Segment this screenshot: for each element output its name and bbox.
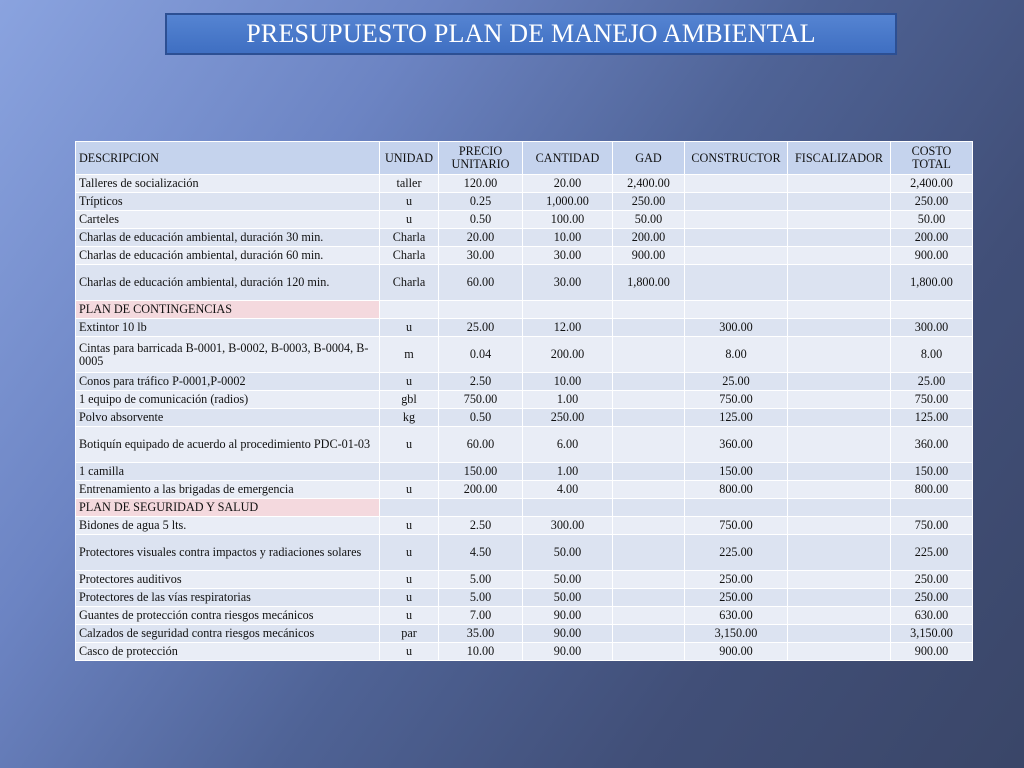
cell-constructor [685,301,788,319]
cell-precio-unitario: 0.04 [439,337,523,373]
cell-descripcion: Protectores de las vías respiratorias [76,589,380,607]
cell-constructor: 800.00 [685,481,788,499]
table-row [76,589,973,607]
cell-constructor: 750.00 [685,517,788,535]
table-row [76,535,973,571]
cell-costo-total: 250.00 [891,571,973,589]
cell-descripcion: Charlas de educación ambiental, duración 60 min. [76,247,380,265]
cell-descripcion: Trípticos [76,193,380,211]
cell-gad: 900.00 [613,247,685,265]
cell-fiscalizador [788,427,891,463]
cell-descripcion: Protectores auditivos [76,571,380,589]
cell-unidad: u [380,211,439,229]
table-row [76,175,973,193]
cell-constructor [685,193,788,211]
cell-precio-unitario: 5.00 [439,571,523,589]
cell-gad [613,481,685,499]
cell-precio-unitario: 30.00 [439,247,523,265]
cell-unidad: Charla [380,247,439,265]
cell-gad [613,607,685,625]
cell-unidad [380,463,439,481]
cell-gad: 2,400.00 [613,175,685,193]
cell-unidad: m [380,337,439,373]
cell-fiscalizador [788,409,891,427]
cell-fiscalizador [788,391,891,409]
cell-costo-total: 300.00 [891,319,973,337]
cell-gad [613,571,685,589]
cell-unidad: u [380,481,439,499]
cell-cantidad: 10.00 [523,373,613,391]
cell-gad [613,517,685,535]
cell-cantidad: 300.00 [523,517,613,535]
header-row [76,142,973,175]
cell-fiscalizador [788,625,891,643]
cell-costo-total: 1,800.00 [891,265,973,301]
cell-gad [613,463,685,481]
header-precio-unitario: PRECIO UNITARIO [439,142,523,175]
cell-unidad: u [380,517,439,535]
cell-descripcion: PLAN DE CONTINGENCIAS [76,301,380,319]
section-row [76,301,973,319]
header-fiscalizador: FISCALIZADOR [788,142,891,175]
cell-precio-unitario: 60.00 [439,427,523,463]
cell-gad: 250.00 [613,193,685,211]
table-row [76,643,973,661]
cell-fiscalizador [788,319,891,337]
cell-costo-total: 200.00 [891,229,973,247]
cell-descripcion: Polvo absorvente [76,409,380,427]
cell-precio-unitario: 0.50 [439,211,523,229]
cell-cantidad [523,499,613,517]
cell-precio-unitario: 20.00 [439,229,523,247]
cell-fiscalizador [788,175,891,193]
cell-descripcion: Conos para tráfico P-0001,P-0002 [76,373,380,391]
table-row [76,517,973,535]
cell-cantidad: 50.00 [523,589,613,607]
cell-costo-total: 250.00 [891,589,973,607]
cell-costo-total: 750.00 [891,391,973,409]
table-row [76,229,973,247]
cell-precio-unitario: 150.00 [439,463,523,481]
cell-fiscalizador [788,517,891,535]
cell-unidad: u [380,535,439,571]
cell-costo-total: 360.00 [891,427,973,463]
cell-constructor [685,175,788,193]
table-row [76,571,973,589]
cell-constructor: 25.00 [685,373,788,391]
cell-constructor: 300.00 [685,319,788,337]
cell-precio-unitario: 200.00 [439,481,523,499]
cell-gad [613,499,685,517]
cell-precio-unitario [439,499,523,517]
cell-cantidad: 20.00 [523,175,613,193]
cell-costo-total: 25.00 [891,373,973,391]
cell-descripcion: Guantes de protección contra riesgos mecánicos [76,607,380,625]
cell-unidad: kg [380,409,439,427]
cell-precio-unitario: 25.00 [439,319,523,337]
cell-unidad: u [380,643,439,661]
cell-costo-total: 3,150.00 [891,625,973,643]
cell-costo-total: 50.00 [891,211,973,229]
cell-descripcion: Charlas de educación ambiental, duración 30 min. [76,229,380,247]
cell-gad [613,337,685,373]
table-row [76,463,973,481]
cell-unidad: u [380,589,439,607]
cell-precio-unitario: 0.50 [439,409,523,427]
cell-cantidad: 90.00 [523,643,613,661]
header-cantidad: CANTIDAD [523,142,613,175]
table-row [76,409,973,427]
cell-cantidad: 100.00 [523,211,613,229]
cell-unidad: Charla [380,265,439,301]
cell-cantidad: 1,000.00 [523,193,613,211]
cell-fiscalizador [788,247,891,265]
cell-descripcion: 1 camilla [76,463,380,481]
cell-unidad: Charla [380,229,439,247]
cell-constructor: 360.00 [685,427,788,463]
cell-descripcion: Casco de protección [76,643,380,661]
header-unidad: UNIDAD [380,142,439,175]
header-costo-total: COSTO TOTAL [891,142,973,175]
cell-precio-unitario: 750.00 [439,391,523,409]
budget-table [75,141,973,661]
cell-descripcion: PLAN DE SEGURIDAD Y SALUD [76,499,380,517]
cell-constructor: 250.00 [685,571,788,589]
table-row [76,391,973,409]
cell-descripcion: Talleres de socialización [76,175,380,193]
cell-cantidad: 4.00 [523,481,613,499]
cell-constructor: 225.00 [685,535,788,571]
cell-descripcion: Cintas para barricada B-0001, B-0002, B-0003, B-0004, B-0005 [76,337,380,373]
title-banner [165,13,897,55]
table-row [76,247,973,265]
cell-descripcion: Charlas de educación ambiental, duración 120 min. [76,265,380,301]
cell-constructor [685,211,788,229]
cell-gad [613,643,685,661]
cell-constructor: 250.00 [685,589,788,607]
cell-precio-unitario [439,301,523,319]
cell-unidad: u [380,373,439,391]
cell-cantidad: 30.00 [523,247,613,265]
cell-cantidad: 90.00 [523,607,613,625]
table-row [76,337,973,373]
cell-gad [613,625,685,643]
cell-descripcion: Calzados de seguridad contra riesgos mecánicos [76,625,380,643]
cell-precio-unitario: 5.00 [439,589,523,607]
cell-precio-unitario: 10.00 [439,643,523,661]
cell-fiscalizador [788,373,891,391]
cell-unidad: u [380,571,439,589]
cell-descripcion: Carteles [76,211,380,229]
cell-unidad [380,499,439,517]
cell-costo-total: 900.00 [891,643,973,661]
cell-precio-unitario: 60.00 [439,265,523,301]
cell-cantidad: 12.00 [523,319,613,337]
cell-fiscalizador [788,499,891,517]
cell-cantidad: 250.00 [523,409,613,427]
cell-fiscalizador [788,607,891,625]
cell-unidad [380,301,439,319]
cell-cantidad [523,301,613,319]
page-title: PRESUPUESTO PLAN DE MANEJO AMBIENTAL [246,19,816,48]
cell-unidad: u [380,193,439,211]
cell-costo-total: 150.00 [891,463,973,481]
cell-constructor: 750.00 [685,391,788,409]
cell-costo-total: 630.00 [891,607,973,625]
cell-costo-total: 900.00 [891,247,973,265]
cell-unidad: u [380,319,439,337]
cell-cantidad: 200.00 [523,337,613,373]
table-row [76,373,973,391]
cell-constructor: 8.00 [685,337,788,373]
cell-descripcion: Bidones de agua 5 lts. [76,517,380,535]
cell-fiscalizador [788,481,891,499]
cell-gad [613,409,685,427]
table-row [76,193,973,211]
cell-precio-unitario: 120.00 [439,175,523,193]
cell-constructor: 150.00 [685,463,788,481]
cell-gad [613,391,685,409]
cell-fiscalizador [788,211,891,229]
cell-descripcion: Extintor 10 lb [76,319,380,337]
cell-costo-total: 750.00 [891,517,973,535]
cell-constructor [685,265,788,301]
cell-precio-unitario: 4.50 [439,535,523,571]
header-gad: GAD [613,142,685,175]
cell-cantidad: 6.00 [523,427,613,463]
cell-costo-total: 800.00 [891,481,973,499]
cell-costo-total: 250.00 [891,193,973,211]
cell-cantidad: 1.00 [523,463,613,481]
header-constructor: CONSTRUCTOR [685,142,788,175]
cell-cantidad: 10.00 [523,229,613,247]
cell-gad [613,301,685,319]
cell-precio-unitario: 2.50 [439,373,523,391]
table-row [76,211,973,229]
table-row [76,481,973,499]
cell-gad [613,373,685,391]
table-row [76,625,973,643]
cell-precio-unitario: 7.00 [439,607,523,625]
cell-fiscalizador [788,463,891,481]
header-descripcion: DESCRIPCION [76,142,380,175]
cell-constructor [685,247,788,265]
cell-fiscalizador [788,229,891,247]
cell-cantidad: 1.00 [523,391,613,409]
cell-unidad: par [380,625,439,643]
cell-fiscalizador [788,193,891,211]
cell-cantidad: 50.00 [523,571,613,589]
cell-costo-total: 2,400.00 [891,175,973,193]
cell-costo-total [891,499,973,517]
table-row [76,427,973,463]
cell-cantidad: 30.00 [523,265,613,301]
cell-precio-unitario: 0.25 [439,193,523,211]
cell-gad [613,535,685,571]
section-row [76,499,973,517]
cell-gad [613,319,685,337]
cell-descripcion: 1 equipo de comunicación (radios) [76,391,380,409]
cell-fiscalizador [788,589,891,607]
cell-fiscalizador [788,535,891,571]
cell-constructor [685,229,788,247]
cell-fiscalizador [788,643,891,661]
cell-fiscalizador [788,301,891,319]
cell-cantidad: 90.00 [523,625,613,643]
cell-constructor: 125.00 [685,409,788,427]
cell-unidad: u [380,427,439,463]
cell-gad: 50.00 [613,211,685,229]
table-row [76,265,973,301]
cell-descripcion: Protectores visuales contra impactos y radiaciones solares [76,535,380,571]
cell-costo-total: 225.00 [891,535,973,571]
table-row [76,607,973,625]
cell-precio-unitario: 35.00 [439,625,523,643]
cell-costo-total [891,301,973,319]
table-body [76,175,973,661]
cell-unidad: gbl [380,391,439,409]
cell-costo-total: 8.00 [891,337,973,373]
cell-descripcion: Botiquín equipado de acuerdo al procedimiento PDC-01-03 [76,427,380,463]
cell-gad [613,589,685,607]
cell-fiscalizador [788,265,891,301]
cell-fiscalizador [788,571,891,589]
cell-constructor: 630.00 [685,607,788,625]
cell-cantidad: 50.00 [523,535,613,571]
cell-gad: 200.00 [613,229,685,247]
cell-constructor: 900.00 [685,643,788,661]
cell-constructor [685,499,788,517]
cell-fiscalizador [788,337,891,373]
cell-unidad: u [380,607,439,625]
cell-descripcion: Entrenamiento a las brigadas de emergencia [76,481,380,499]
table-row [76,319,973,337]
cell-unidad: taller [380,175,439,193]
cell-gad [613,427,685,463]
cell-precio-unitario: 2.50 [439,517,523,535]
cell-gad: 1,800.00 [613,265,685,301]
cell-constructor: 3,150.00 [685,625,788,643]
cell-costo-total: 125.00 [891,409,973,427]
